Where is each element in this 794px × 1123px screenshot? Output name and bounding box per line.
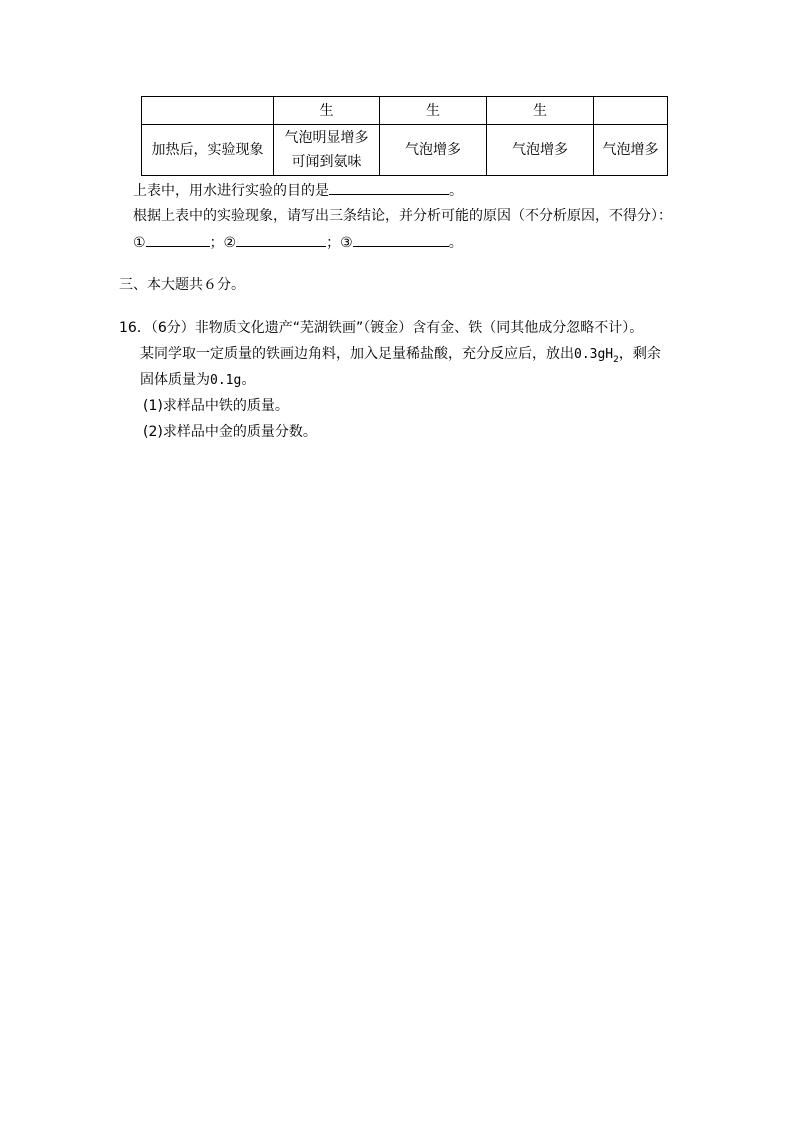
table-cell: 气泡增多 (594, 125, 668, 176)
question-16-line2 (140, 344, 661, 370)
question-16-part-2: (2)求样品中金的质量分数。 (143, 424, 317, 440)
answer-blank[interactable] (329, 180, 449, 195)
table-cell: 生 (380, 97, 487, 125)
answer-blank-1[interactable] (146, 232, 210, 247)
question-16-intro: 16．（6分）非物质文化遗产“芜湖铁画”（镀金）含有金、铁（同其他成分忽略不计）。 (119, 320, 644, 336)
question-text: 固体质量为 (140, 372, 210, 388)
question-text: 上表中，用水进行实验的目的是 (133, 183, 329, 199)
experiment-table (141, 96, 668, 176)
question-16-line3 (140, 370, 255, 391)
table-cell: 生 (274, 97, 380, 125)
table-cell (142, 97, 274, 125)
table-row (142, 125, 668, 176)
punctuation: 。 (241, 372, 256, 388)
marker-1: ① (133, 235, 146, 251)
table-cell (274, 125, 380, 176)
conclusion-prompt: 根据上表中的实验现象，请写出三条结论，并分析可能的原因（不分析原因，不得分）： (133, 208, 672, 224)
section-heading: 三、本大题共６分。 (119, 277, 245, 293)
answer-blank-3[interactable] (353, 232, 449, 247)
marker-2: ；② (209, 235, 237, 251)
row-label-after-heating: 加热后，实验现象 (142, 125, 274, 176)
table-cell: 生 (487, 97, 594, 125)
table-cell: 气泡增多 (487, 125, 594, 176)
hydrogen-mass: 0.3gH (574, 347, 614, 362)
conclusion-answers (133, 232, 463, 253)
cell-line: 气泡明显增多 (284, 130, 369, 146)
punctuation: 。 (449, 183, 463, 199)
table-row (142, 97, 668, 125)
question-16-part-1: (1)求样品中铁的质量。 (143, 398, 289, 414)
cell-line: 可闻到氨味 (291, 154, 362, 170)
table-cell: 气泡增多 (380, 125, 487, 176)
table-cell (594, 97, 668, 125)
question-text: 某同学取一定质量的铁画边角料，加入足量稀盐酸，充分反应后，放出 (140, 346, 574, 362)
solid-mass: 0.1g (210, 373, 242, 388)
marker-3: ；③ (326, 235, 353, 251)
answer-blank-2[interactable] (236, 232, 326, 247)
purpose-question (133, 180, 463, 201)
question-text: ，剩余 (618, 346, 661, 362)
punctuation: 。 (448, 235, 463, 251)
subscript: 2 (613, 354, 619, 365)
